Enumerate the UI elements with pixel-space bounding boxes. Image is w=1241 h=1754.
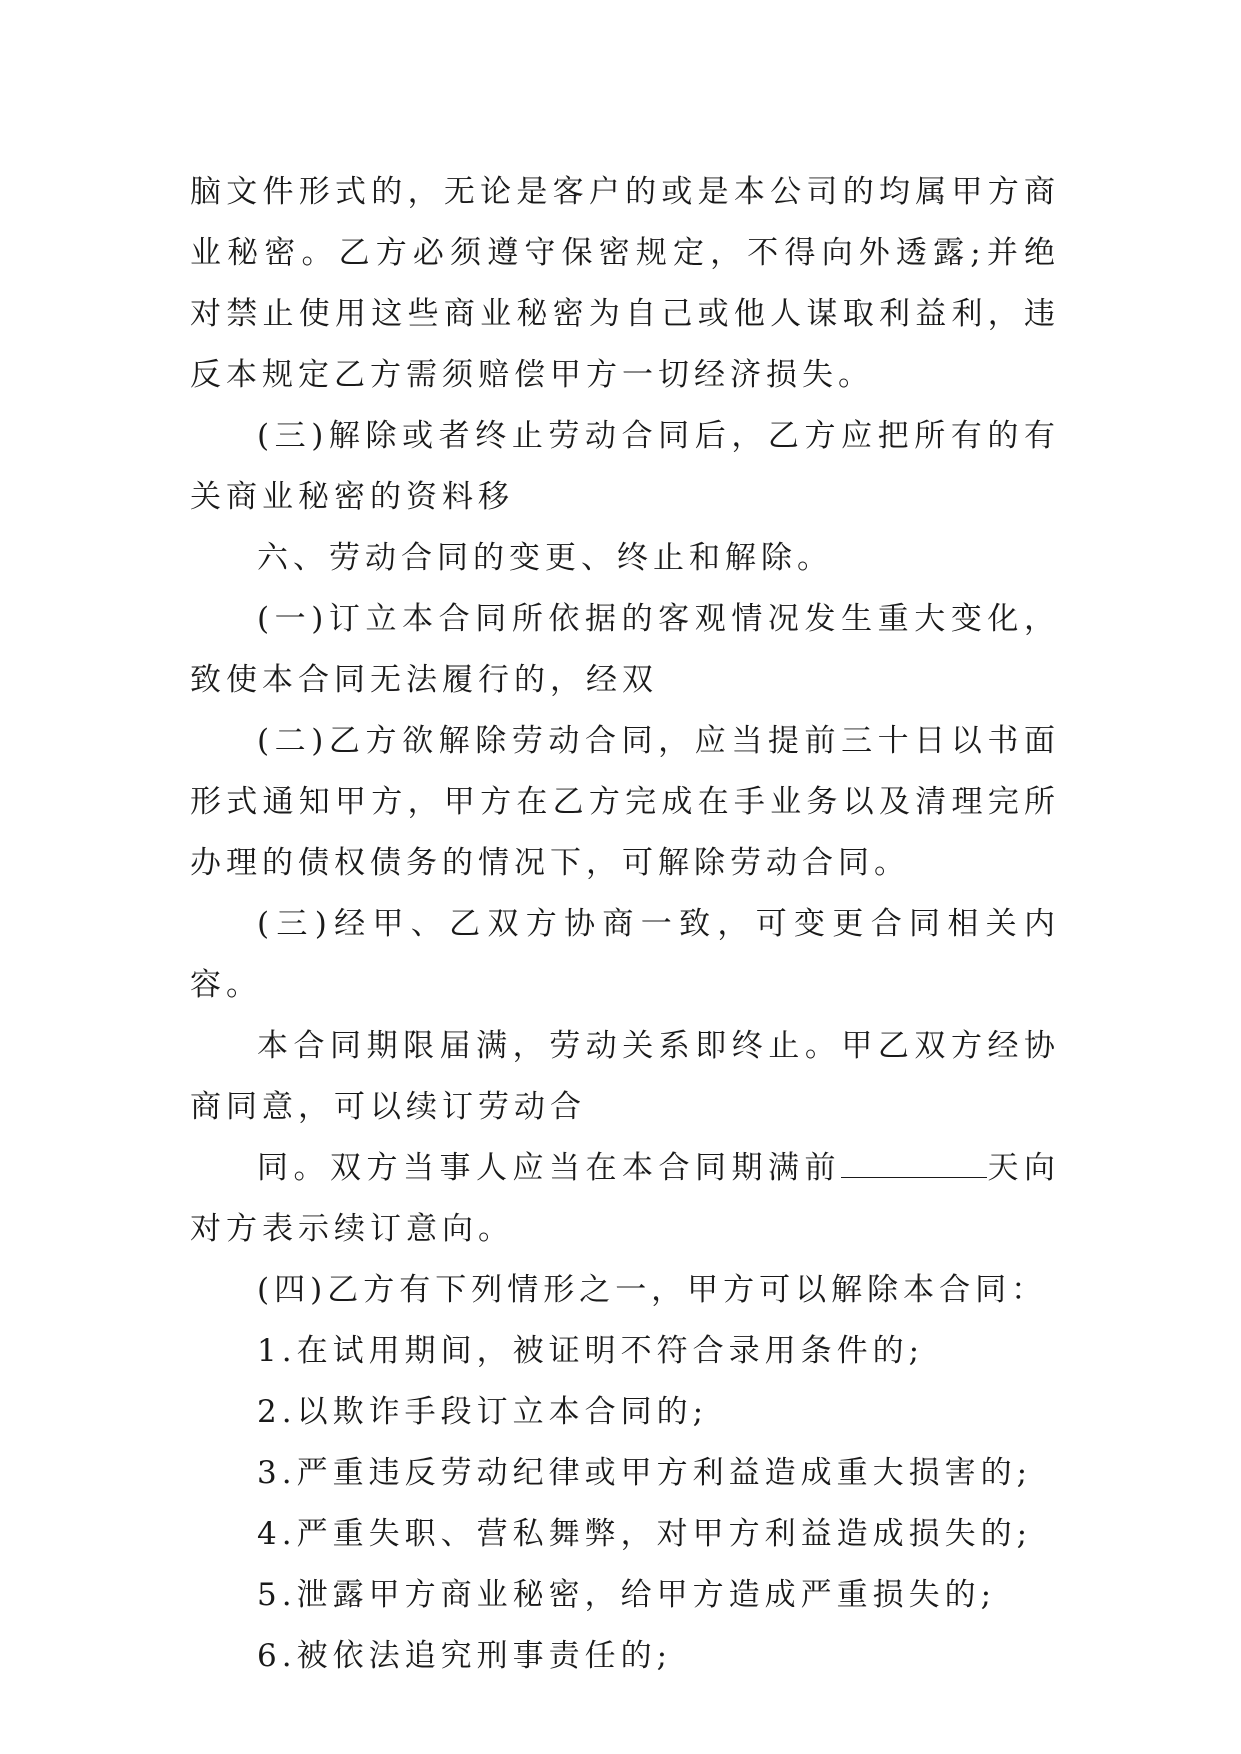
list-item-5: 5.泄露甲方商业秘密，给甲方造成严重损失的;	[257, 1577, 997, 1613]
document-body	[190, 162, 1060, 1687]
list-item-4: 4.严重失职、营私舞弊，对甲方利益造成损失的;	[257, 1516, 1033, 1552]
renewal-text-before: 同。双方当事人应当在本合同期满前	[257, 1150, 841, 1186]
paragraph-clause-4-termination: (四)乙方有下列情形之一，甲方可以解除本合同：	[257, 1272, 1048, 1308]
paragraph-renewal-notice	[190, 1138, 1060, 1260]
list-item-1: 1.在试用期间，被证明不符合录用条件的;	[257, 1333, 925, 1369]
paragraph-confidentiality-continued: 脑文件形式的，无论是客户的或是本公司的均属甲方商业秘密。乙方必须遵守保密规定，不得向外透露;并绝对禁止使用这些商业秘密为自己或他人谋取利益利，违反本规定乙方需须赔偿甲方一切经济损失。	[190, 174, 1060, 393]
list-item-6: 6.被依法追究刑事责任的;	[257, 1638, 673, 1674]
renewal-text-after: 天向对方表示续订意向。	[190, 1150, 1060, 1247]
paragraph-clause-1-circumstances: (一)订立本合同所依据的客观情况发生重大变化，致使本合同无法履行的，经双	[190, 601, 1060, 698]
paragraph-clause-3-materials: (三)解除或者终止劳动合同后，乙方应把所有的有关商业秘密的资料移	[190, 418, 1060, 515]
paragraph-term-expiry: 本合同期限届满，劳动关系即终止。甲乙双方经协商同意，可以续订劳动合	[190, 1028, 1060, 1125]
list-item-3: 3.严重违反劳动纪律或甲方利益造成重大损害的;	[257, 1455, 1033, 1491]
paragraph-clause-2-resignation: (二)乙方欲解除劳动合同，应当提前三十日以书面形式通知甲方，甲方在乙方完成在手业务以及清理完所办理的债权债务的情况下，可解除劳动合同。	[190, 723, 1060, 881]
list-item-2: 2.以欺诈手段订立本合同的;	[257, 1394, 709, 1430]
paragraph-clause-3-agreement: (三)经甲、乙双方协商一致，可变更合同相关内容。	[190, 906, 1060, 1003]
section-heading-contract-change: 六、劳动合同的变更、终止和解除。	[257, 540, 833, 576]
days-blank-field	[841, 1143, 987, 1178]
